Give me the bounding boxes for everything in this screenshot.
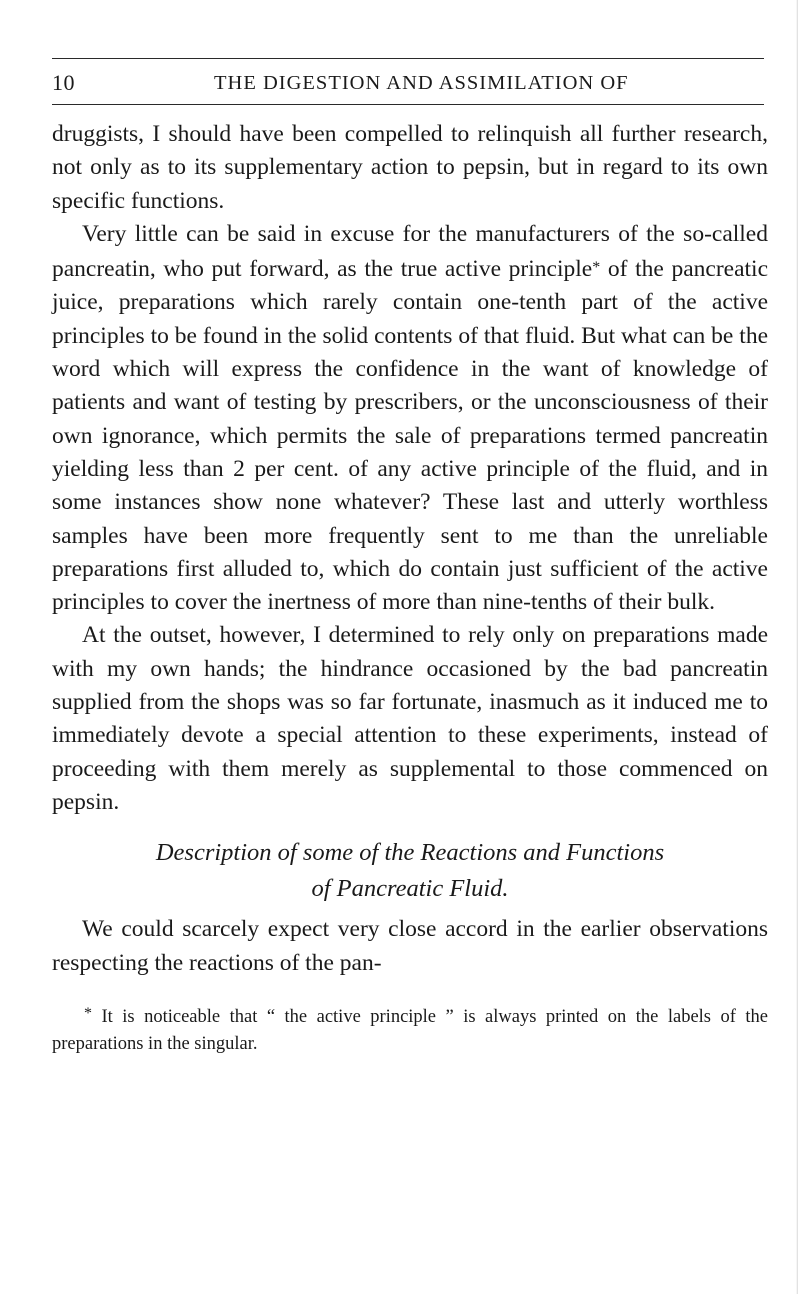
paragraph-3: At the outset, however, I determined to rely only on preparations made with my own hands; the hindrance occasioned by the bad pancreatin supplied from the shops was so far fortunate, inasmuch as it induced me to immediately devote a special attention to these experiments, instead of proceeding with them merely as supplemental to those commenced on pepsin.: [52, 622, 768, 815]
footnote-text-block: [52, 1000, 768, 1058]
paragraph-1: druggists, I should have been compelled to relinquish all further research, not only as to its supplementary action to pepsin, but in regard to its own specific functions.: [52, 121, 768, 214]
header-rule: [52, 104, 764, 105]
paragraph-2: [52, 218, 768, 620]
paragraph-4: We could scarcely expect very close accord in the earlier observations respecting the reactions of the pan-: [52, 916, 768, 976]
running-head: THE DIGESTION AND ASSIMILATION OF: [214, 72, 629, 94]
section-heading-line-2: of Pancreatic Fluid.: [311, 875, 509, 903]
page-number: 10: [52, 70, 75, 95]
paragraph-2-text-a: Very little can be said in excuse for the manufacturers of the so-called pancreatin, who put forward, as the true active principle: [52, 220, 768, 283]
footnote-mark: *: [84, 1005, 92, 1022]
top-rule: [52, 58, 764, 59]
footnote-reference: *: [592, 259, 601, 277]
section-heading: [52, 835, 768, 907]
paragraph-2-text-b: of the pancreatic juice, preparations which rarely contain one-tenth part of the active principles to be found in the solid contents of that fluid. But what can be the word which will express the confidence in the want of knowledge of patients and want of testing by prescribers, or the unconsciousness of their own ignorance, which permits the sale of preparations termed pancreatin yielding less than 2 per cent. of any active principle of the fluid, and in some instances show none whatever? These last and utterly worthless samples have been more frequently sent to me than the unreliable preparations first alluded to, which do contain just sufficient of the active principles to cover the inertness of more than nine-tenths of their bulk.: [52, 256, 768, 616]
footnote-text: It is noticeable that “ the active principle ” is always printed on the labels of the preparations in the singular.: [52, 1007, 768, 1054]
page-edge-shadow: [796, 0, 798, 1294]
section-heading-line-1: Description of some of the Reactions and Functions: [155, 839, 665, 867]
footnote: [52, 1000, 768, 1058]
body-text: [52, 118, 768, 980]
page-header: [30, 70, 770, 104]
